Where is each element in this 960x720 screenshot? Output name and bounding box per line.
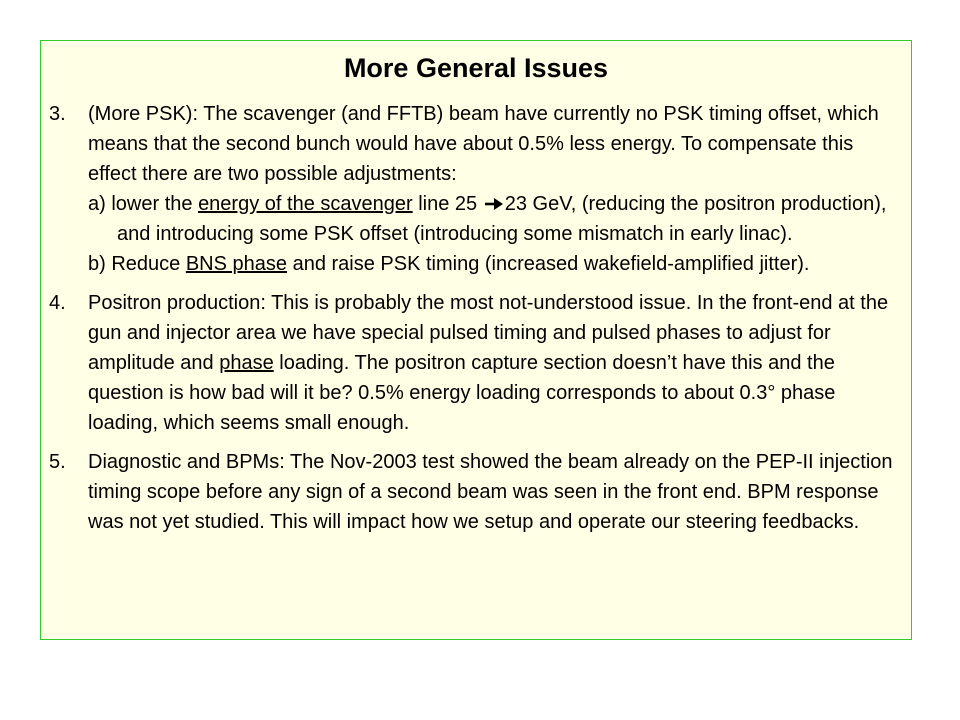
issue-item-5 bbox=[41, 447, 901, 537]
issue-item-3 bbox=[41, 99, 901, 279]
item-number: 5. bbox=[49, 451, 66, 473]
right-arrow-icon bbox=[484, 197, 504, 211]
slide-title: More General Issues bbox=[343, 53, 609, 83]
bns-phase-link: BNS phase bbox=[185, 253, 288, 275]
sub-item-a bbox=[88, 189, 901, 249]
sub-item-b-rest: and raise PSK timing (increased wakefield-amplified jitter). bbox=[287, 253, 810, 275]
item-text-after: loading. The positron capture section doesn’t have this and the question is how bad will it be? 0.5% energy loading corresponds to about 0.3° phase loading, which seems small enough. bbox=[88, 352, 836, 434]
item-number: 3. bbox=[49, 103, 66, 125]
sub-item-a-rest: 23 GeV, (reducing the positron production), and introducing some PSK offset (introducing some mismatch in early linac). bbox=[117, 193, 887, 245]
sub-item-b bbox=[88, 249, 901, 279]
slide-panel bbox=[40, 40, 912, 640]
item-text: Diagnostic and BPMs: The Nov-2003 test showed the beam already on the PEP-II injection timing scope before any sign of a second beam was seen in the front end. BPM response was not yet studied. This will impact how we setup and operate our steering feedbacks. bbox=[88, 451, 893, 533]
sub-item-a-prefix: a) lower the bbox=[88, 193, 199, 215]
sub-item-a-mid: line 25 bbox=[412, 193, 483, 215]
issue-list bbox=[41, 99, 901, 537]
energy-of-scavenger-link: energy of the scavenger bbox=[198, 193, 413, 215]
item-text-before: Positron production: This is probably the most not-understood issue. In the front-end at the gun and injector area we have special pulsed timing and pulsed phases to adjust for amplitude and bbox=[88, 292, 889, 374]
phase-link: phase bbox=[219, 352, 274, 374]
item-number: 4. bbox=[49, 292, 66, 314]
item-text: (More PSK): The scavenger (and FFTB) beam have currently no PSK timing offset, which means that the second bunch would have about 0.5% less energy. To compensate this effect there are two possible adjustments: bbox=[88, 103, 879, 185]
issue-item-4 bbox=[41, 288, 901, 438]
sub-item-b-prefix: b) Reduce bbox=[88, 253, 186, 275]
